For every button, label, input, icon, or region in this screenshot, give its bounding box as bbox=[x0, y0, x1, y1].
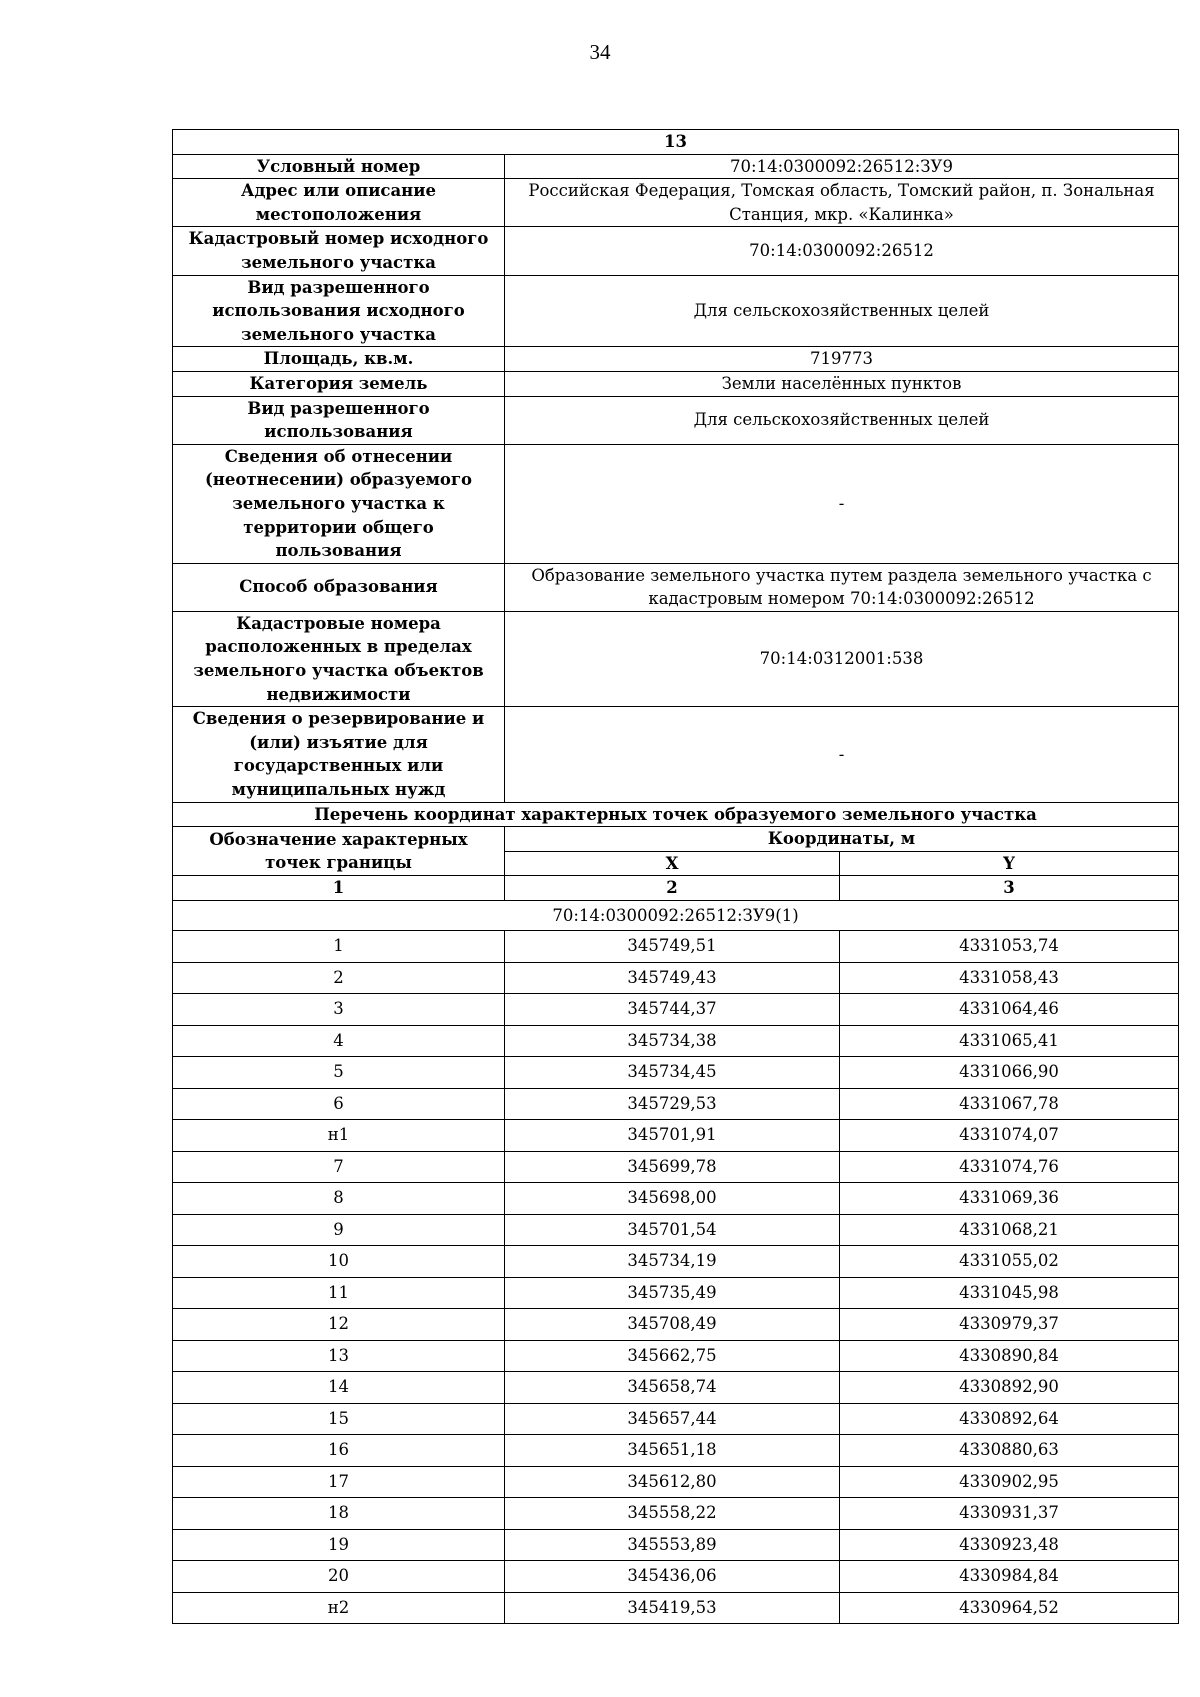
point-x: 345612,80 bbox=[505, 1466, 840, 1498]
table-row bbox=[173, 1529, 1179, 1561]
field-label: Вид разрешенного использования bbox=[173, 396, 505, 444]
table-row bbox=[173, 1120, 1179, 1152]
point-x: 345419,53 bbox=[505, 1592, 840, 1624]
table-row bbox=[173, 1340, 1179, 1372]
area-row bbox=[173, 347, 1179, 372]
table-row bbox=[173, 1498, 1179, 1530]
point-id: 18 bbox=[173, 1498, 505, 1530]
point-y: 4331065,41 bbox=[840, 1025, 1179, 1057]
field-value: Образование земельного участка путем раздела земельного участка с кадастровым номером 70:14:0300092:26512 bbox=[505, 563, 1179, 611]
field-value: 70:14:0300092:26512 bbox=[505, 227, 1179, 275]
point-id: 14 bbox=[173, 1372, 505, 1404]
point-x: 345658,74 bbox=[505, 1372, 840, 1404]
point-x: 345558,22 bbox=[505, 1498, 840, 1530]
point-id: 10 bbox=[173, 1246, 505, 1278]
table-row bbox=[173, 1183, 1179, 1215]
point-id: 3 bbox=[173, 994, 505, 1026]
point-x: 345734,45 bbox=[505, 1057, 840, 1089]
point-x: 345436,06 bbox=[505, 1561, 840, 1593]
point-x: 345749,51 bbox=[505, 931, 840, 963]
field-value: Для сельскохозяйственных целей bbox=[505, 396, 1179, 444]
address-row bbox=[173, 179, 1179, 227]
point-id: н1 bbox=[173, 1120, 505, 1152]
point-x: 345699,78 bbox=[505, 1151, 840, 1183]
field-value: Российская Федерация, Томская область, Томский район, п. Зональная Станция, мкр. «Калинка» bbox=[505, 179, 1179, 227]
point-id: 17 bbox=[173, 1466, 505, 1498]
objects-cadastral-row bbox=[173, 611, 1179, 706]
point-x: 345651,18 bbox=[505, 1435, 840, 1467]
point-column-header: Обозначение характерных точек границы bbox=[173, 827, 505, 876]
field-value: Земли населённых пунктов bbox=[505, 371, 1179, 396]
point-y: 4331055,02 bbox=[840, 1246, 1179, 1278]
coordinates-header-row bbox=[173, 827, 1179, 852]
source-use-row bbox=[173, 275, 1179, 347]
point-id: 11 bbox=[173, 1277, 505, 1309]
point-x: 345708,49 bbox=[505, 1309, 840, 1341]
point-id: 9 bbox=[173, 1214, 505, 1246]
table-row bbox=[173, 1592, 1179, 1624]
column-number: 2 bbox=[505, 876, 840, 901]
point-y: 4331074,76 bbox=[840, 1151, 1179, 1183]
x-column-header: X bbox=[505, 851, 840, 876]
point-x: 345701,91 bbox=[505, 1120, 840, 1152]
point-id: 15 bbox=[173, 1403, 505, 1435]
point-y: 4330984,84 bbox=[840, 1561, 1179, 1593]
coords-column-header: Координаты, м bbox=[505, 827, 1179, 852]
parcel-info bbox=[173, 130, 1179, 931]
table-row bbox=[173, 994, 1179, 1026]
point-id: 20 bbox=[173, 1561, 505, 1593]
field-label: Площадь, кв.м. bbox=[173, 347, 505, 372]
conditional-number-row bbox=[173, 154, 1179, 179]
point-id: 2 bbox=[173, 962, 505, 994]
point-y: 4331074,07 bbox=[840, 1120, 1179, 1152]
column-number: 3 bbox=[840, 876, 1179, 901]
point-id: 16 bbox=[173, 1435, 505, 1467]
point-x: 345553,89 bbox=[505, 1529, 840, 1561]
field-value: 70:14:0300092:26512:ЗУ9 bbox=[505, 154, 1179, 179]
point-y: 4331068,21 bbox=[840, 1214, 1179, 1246]
field-label: Кадастровые номера расположенных в пределах земельного участка объектов недвижимости bbox=[173, 611, 505, 706]
table-row bbox=[173, 1088, 1179, 1120]
table-row bbox=[173, 931, 1179, 963]
point-y: 4330923,48 bbox=[840, 1529, 1179, 1561]
point-x: 345698,00 bbox=[505, 1183, 840, 1215]
point-x: 345735,49 bbox=[505, 1277, 840, 1309]
parcel-table bbox=[172, 129, 1179, 1624]
table-row bbox=[173, 1277, 1179, 1309]
table-row bbox=[173, 1403, 1179, 1435]
table-row bbox=[173, 1561, 1179, 1593]
point-y: 4331045,98 bbox=[840, 1277, 1179, 1309]
field-label: Категория земель bbox=[173, 371, 505, 396]
points-list bbox=[173, 931, 1179, 1624]
field-value: 70:14:0312001:538 bbox=[505, 611, 1179, 706]
field-label: Сведения об отнесении (неотнесении) образуемого земельного участка к территории общего пользования bbox=[173, 444, 505, 563]
y-column-header: Y bbox=[840, 851, 1179, 876]
land-category-row bbox=[173, 371, 1179, 396]
point-id: 19 bbox=[173, 1529, 505, 1561]
formation-method-row bbox=[173, 563, 1179, 611]
table-row bbox=[173, 1466, 1179, 1498]
point-x: 345662,75 bbox=[505, 1340, 840, 1372]
point-id: н2 bbox=[173, 1592, 505, 1624]
public-territory-row bbox=[173, 444, 1179, 563]
point-id: 12 bbox=[173, 1309, 505, 1341]
subparcel-row bbox=[173, 901, 1179, 931]
field-value: - bbox=[505, 444, 1179, 563]
reservation-row bbox=[173, 707, 1179, 802]
table-row bbox=[173, 1025, 1179, 1057]
table-row bbox=[173, 1246, 1179, 1278]
table-row bbox=[173, 1057, 1179, 1089]
point-y: 4331066,90 bbox=[840, 1057, 1179, 1089]
column-numbers-row bbox=[173, 876, 1179, 901]
field-label: Сведения о резервирование и (или) изъятие для государственных или муниципальных нужд bbox=[173, 707, 505, 802]
point-x: 345701,54 bbox=[505, 1214, 840, 1246]
coordinates-title: Перечень координат характерных точек образуемого земельного участка bbox=[173, 802, 1179, 827]
permitted-use-row bbox=[173, 396, 1179, 444]
field-label: Кадастровый номер исходного земельного участка bbox=[173, 227, 505, 275]
table-row bbox=[173, 962, 1179, 994]
point-id: 7 bbox=[173, 1151, 505, 1183]
point-x: 345749,43 bbox=[505, 962, 840, 994]
point-id: 13 bbox=[173, 1340, 505, 1372]
table-row bbox=[173, 1435, 1179, 1467]
field-value: 719773 bbox=[505, 347, 1179, 372]
point-x: 345734,19 bbox=[505, 1246, 840, 1278]
point-id: 8 bbox=[173, 1183, 505, 1215]
point-x: 345657,44 bbox=[505, 1403, 840, 1435]
column-number: 1 bbox=[173, 876, 505, 901]
table-row bbox=[173, 1372, 1179, 1404]
point-x: 345744,37 bbox=[505, 994, 840, 1026]
point-y: 4331069,36 bbox=[840, 1183, 1179, 1215]
field-label: Вид разрешенного использования исходного земельного участка bbox=[173, 275, 505, 347]
point-y: 4331064,46 bbox=[840, 994, 1179, 1026]
subparcel-label: 70:14:0300092:26512:ЗУ9(1) bbox=[173, 901, 1179, 931]
point-x: 345734,38 bbox=[505, 1025, 840, 1057]
point-y: 4330892,64 bbox=[840, 1403, 1179, 1435]
point-y: 4330902,95 bbox=[840, 1466, 1179, 1498]
point-y: 4331058,43 bbox=[840, 962, 1179, 994]
point-id: 6 bbox=[173, 1088, 505, 1120]
field-label: Условный номер bbox=[173, 154, 505, 179]
source-cadastral-row bbox=[173, 227, 1179, 275]
page-number: 34 bbox=[589, 40, 611, 64]
table-row bbox=[173, 1151, 1179, 1183]
point-y: 4331067,78 bbox=[840, 1088, 1179, 1120]
point-y: 4330979,37 bbox=[840, 1309, 1179, 1341]
point-y: 4330964,52 bbox=[840, 1592, 1179, 1624]
point-id: 4 bbox=[173, 1025, 505, 1057]
point-y: 4331053,74 bbox=[840, 931, 1179, 963]
coordinates-title-row bbox=[173, 802, 1179, 827]
point-x: 345729,53 bbox=[505, 1088, 840, 1120]
point-id: 1 bbox=[173, 931, 505, 963]
point-y: 4330880,63 bbox=[840, 1435, 1179, 1467]
field-label: Способ образования bbox=[173, 563, 505, 611]
point-y: 4330890,84 bbox=[840, 1340, 1179, 1372]
point-y: 4330892,90 bbox=[840, 1372, 1179, 1404]
section-number-row bbox=[173, 130, 1179, 155]
table-row bbox=[173, 1214, 1179, 1246]
field-value: - bbox=[505, 707, 1179, 802]
point-y: 4330931,37 bbox=[840, 1498, 1179, 1530]
point-id: 5 bbox=[173, 1057, 505, 1089]
section-number: 13 bbox=[173, 130, 1179, 155]
field-value: Для сельскохозяйственных целей bbox=[505, 275, 1179, 347]
field-label: Адрес или описание местоположения bbox=[173, 179, 505, 227]
table-row bbox=[173, 1309, 1179, 1341]
